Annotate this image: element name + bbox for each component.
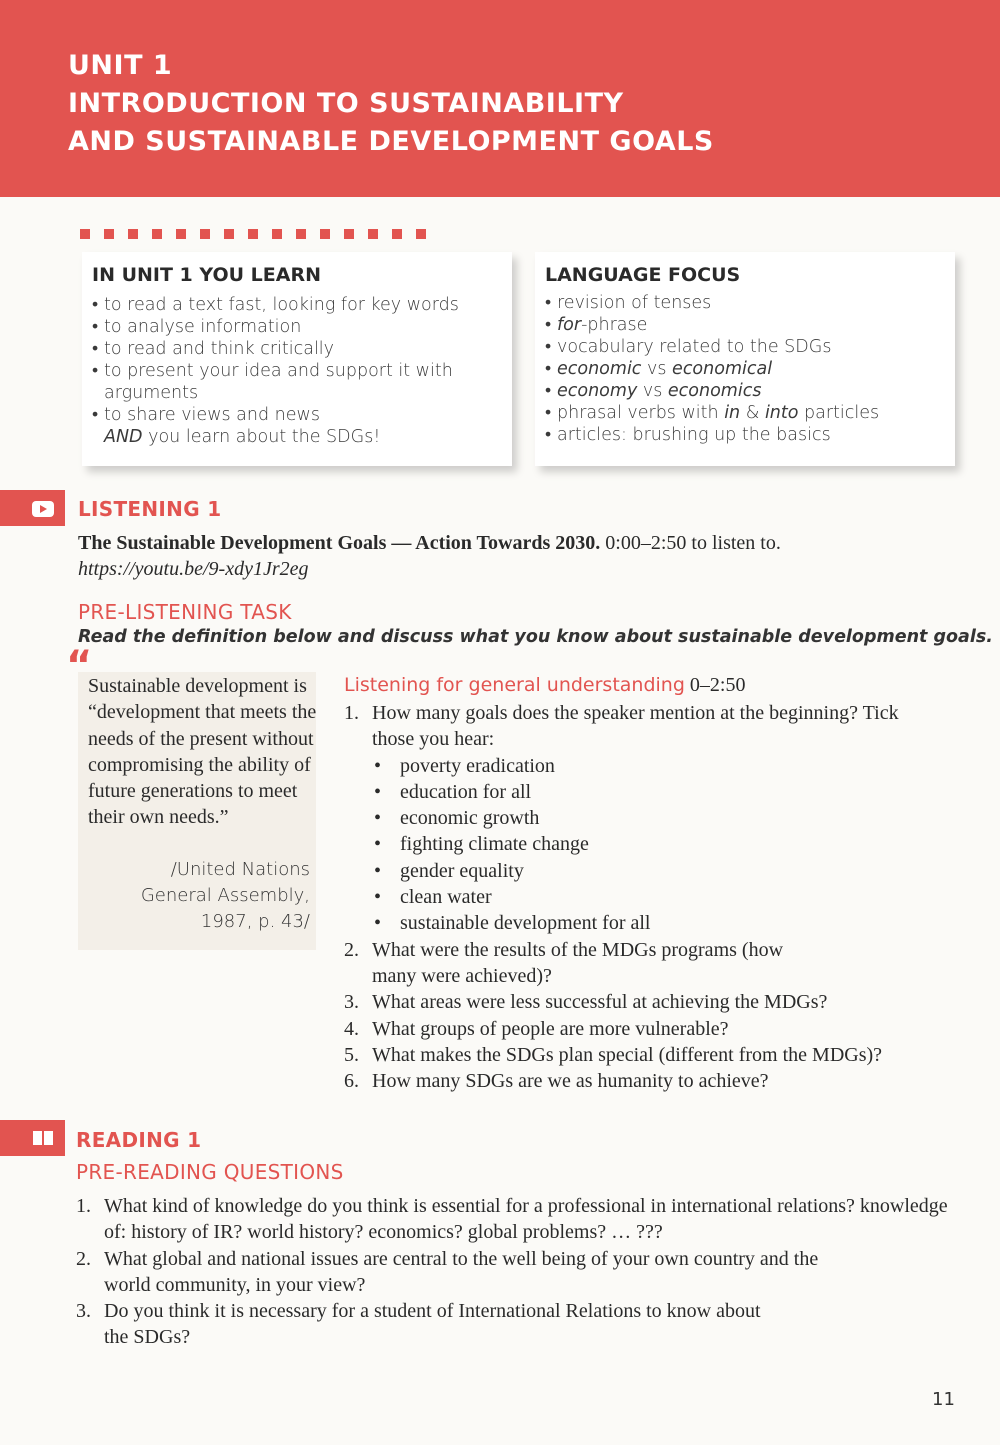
goal-item: • economic growth xyxy=(374,807,540,830)
pre-listening-instruction: Read the definition below and discuss what you know about sustainable development goals. xyxy=(78,627,993,647)
listening-marker xyxy=(0,490,65,526)
goal-item: • education for all xyxy=(374,780,532,803)
unit-title-line-1: INTRODUCTION TO SUSTAINABILITY xyxy=(68,88,624,119)
list-item: • to analyse information xyxy=(92,316,512,338)
list-item: • to present your idea and support it with arguments xyxy=(92,360,512,404)
list-item: • economy vs economics xyxy=(545,380,955,402)
reading-title: READING 1 xyxy=(76,1128,202,1152)
listening-source xyxy=(78,530,781,582)
goal-item: • clean water xyxy=(374,886,492,909)
language-focus-box xyxy=(535,252,955,466)
list-item: 2. What were the results of the MDGs programs (how many were achieved)? xyxy=(344,938,784,987)
goal-item: • poverty eradication xyxy=(374,754,555,777)
list-item: 4. What groups of people are more vulnerable? xyxy=(344,1017,729,1040)
list-item: • economic vs economical xyxy=(545,358,955,380)
listening-title: LISTENING 1 xyxy=(78,497,222,521)
learn-list xyxy=(92,294,512,448)
goal-item: • fighting climate change xyxy=(374,833,589,856)
list-item: • vocabulary related to the SDGs xyxy=(545,336,955,358)
list-item: 1. How many goals does the speaker mention at the beginning? Tick those you hear: • poverty eradication • education for all • economic growth • fighting climate change • gender equality • clean water • sustainable development for all xyxy=(344,700,944,937)
decorative-dots xyxy=(80,229,426,239)
unit-header xyxy=(0,0,1000,197)
source-title: The Sustainable Development Goals — Action Towards 2030. xyxy=(78,532,601,554)
list-item: • to read a text fast, looking for key words xyxy=(92,294,512,316)
listening-questions xyxy=(344,700,944,1094)
list-item: 5. What makes the SDGs plan special (different from the MDGs)? xyxy=(344,1043,883,1066)
language-list xyxy=(545,292,955,446)
pre-listening-title: PRE-LISTENING TASK xyxy=(78,600,292,624)
general-understanding-heading xyxy=(344,674,745,697)
video-play-icon xyxy=(32,501,54,517)
list-item: • to share views and news xyxy=(92,404,512,426)
list-item: • for-phrase xyxy=(545,314,955,336)
list-item: 2. What global and national issues are central to the well being of your own country and the world community, in your view? xyxy=(76,1247,819,1296)
source-time: 0:00–2:50 to listen to. xyxy=(600,532,781,554)
list-item: • revision of tenses xyxy=(545,292,955,314)
list-item: 6. How many SDGs are we as humanity to achieve? xyxy=(344,1070,769,1093)
definition-quote: Sustainable development is “development that meets the needs of the present without compromising the ability of future generations to meet their own needs.” xyxy=(88,675,317,829)
page-number: 11 xyxy=(932,1389,955,1410)
closing-and: AND xyxy=(104,427,143,447)
quote-mark-icon: “ xyxy=(66,643,93,689)
closing-rest: you learn about the SDGs! xyxy=(142,427,381,447)
list-item: • to read and think critically xyxy=(92,338,512,360)
list-item: 3. Do you think it is necessary for a student of International Relations to know about the SDGs? xyxy=(76,1300,761,1349)
list-item: • articles: brushing up the basics xyxy=(545,424,955,446)
learn-box-title: IN UNIT 1 YOU LEARN xyxy=(92,264,321,286)
goals-checklist xyxy=(372,753,944,937)
quote-citation: /United Nations General Assembly, 1987, p. 43/ xyxy=(140,859,310,932)
list-item-closing xyxy=(92,426,512,448)
book-icon xyxy=(33,1130,53,1146)
learn-box xyxy=(82,252,512,466)
list-item: 1. What kind of knowledge do you think is essential for a professional in international relations? knowledge of: history of IR? world history? economics? global problems? … ??? xyxy=(76,1195,948,1244)
reading-marker xyxy=(0,1120,65,1156)
goal-item: • gender equality xyxy=(374,859,524,882)
language-focus-title: LANGUAGE FOCUS xyxy=(545,264,741,286)
unit-title-line-2: AND SUSTAINABLE DEVELOPMENT GOALS xyxy=(68,126,714,157)
source-url[interactable]: https://youtu.be/9-xdy1Jr2eg xyxy=(78,558,309,580)
general-understanding-time: 0–2:50 xyxy=(684,674,746,696)
list-item: • phrasal verbs with in & into particles xyxy=(545,402,955,424)
list-item: 3. What areas were less successful at achieving the MDGs? xyxy=(344,991,828,1014)
unit-label: UNIT 1 xyxy=(68,50,173,81)
general-understanding-title: Listening for general understanding xyxy=(344,674,685,696)
reading-questions xyxy=(76,1193,956,1351)
unit-title xyxy=(68,47,714,161)
goal-item: • sustainable development for all xyxy=(374,912,651,935)
pre-reading-title: PRE-READING QUESTIONS xyxy=(76,1160,344,1184)
